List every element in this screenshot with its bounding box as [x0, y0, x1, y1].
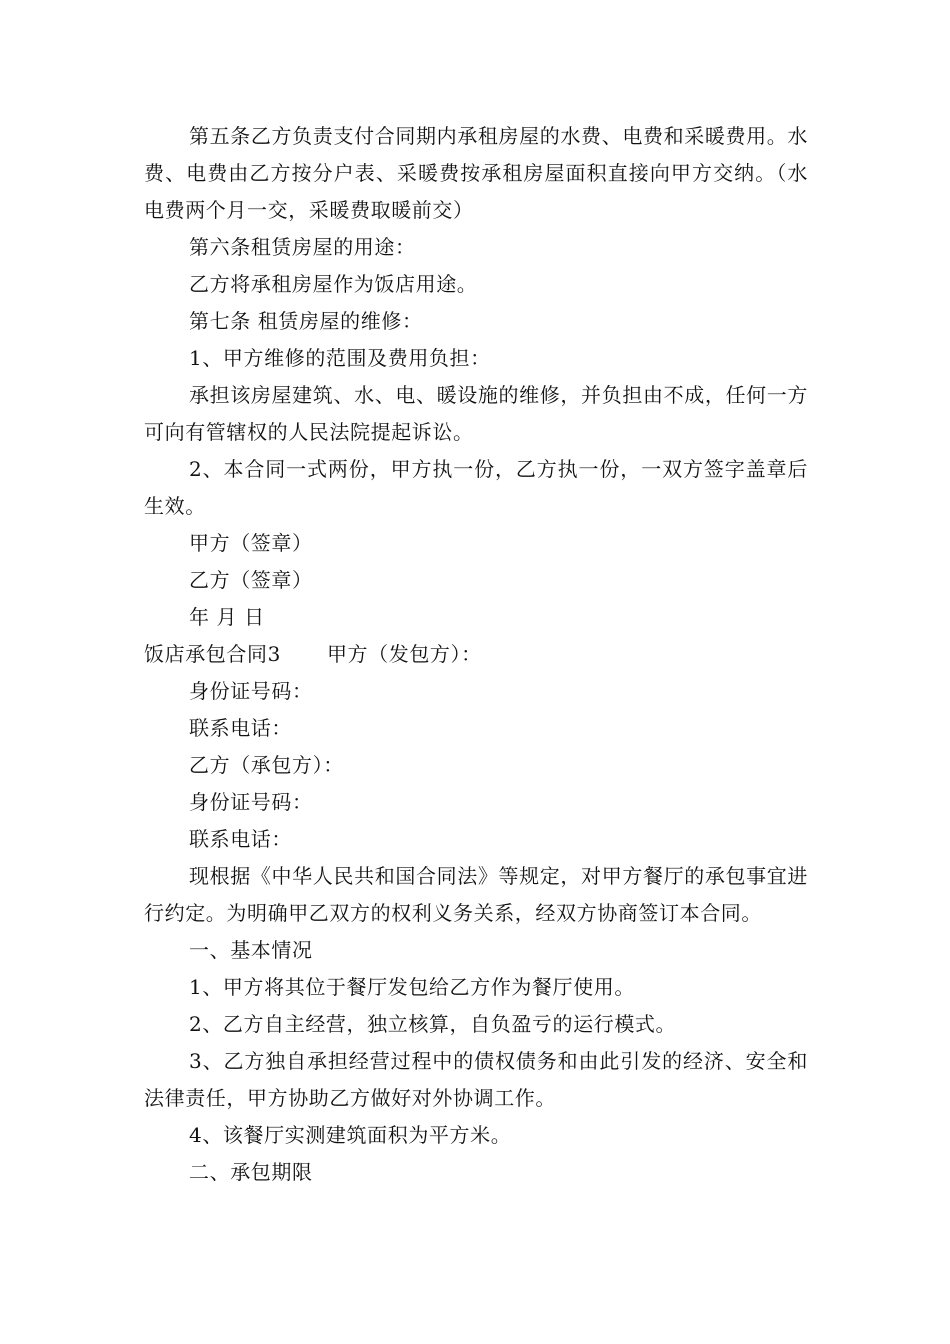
- party-a-id-number: 身份证号码：: [189, 679, 313, 703]
- paragraph-article-6-heading: 第六条租赁房屋的用途：: [189, 235, 416, 259]
- signature-date: 年 月 日: [189, 605, 265, 629]
- paragraph-article-5: 第五条乙方负责支付合同期内承租房屋的水费、电费和采暖费用。水费、电费由乙方按分户表、采暖费按承租房屋面积直接向甲方交纳。（水电费两个月一交，采暖费取暖前交）: [144, 124, 808, 222]
- section-2-heading: 二、承包期限: [189, 1160, 313, 1184]
- paragraph-article-6-body: 乙方将承租房屋作为饭店用途。: [189, 272, 478, 296]
- party-a-phone: 联系电话：: [189, 716, 292, 740]
- contract-3-party-a: 甲方（发包方）：: [326, 642, 482, 666]
- signature-party-a: 甲方（签章）: [189, 531, 313, 555]
- signature-party-b: 乙方（签章）: [189, 568, 313, 592]
- party-b-id-number: 身份证号码：: [189, 790, 313, 814]
- paragraph-repair-scope: 1、甲方维修的范围及费用负担：: [189, 346, 491, 370]
- party-b-phone: 联系电话：: [189, 827, 292, 851]
- section-1-item-3: 3、乙方独自承担经营过程中的债权债务和由此引发的经济、安全和法律责任，甲方协助乙方做好对外协调工作。: [144, 1049, 808, 1110]
- contract-3-title: 饭店承包合同3: [144, 642, 281, 666]
- paragraph-article-7-heading: 第七条 租赁房屋的维修：: [189, 309, 423, 333]
- paragraph-copies: 2、本合同一式两份，甲方执一份，乙方执一份，一双方签字盖章后生效。: [144, 457, 808, 518]
- section-1-item-4: 4、该餐厅实测建筑面积为平方米。: [189, 1123, 512, 1147]
- paragraph-preamble: 现根据《中华人民共和国合同法》等规定，对甲方餐厅的承包事宜进行约定。为明确甲乙双方的权利义务关系，经双方协商签订本合同。: [144, 864, 808, 925]
- paragraph-repair-body: 承担该房屋建筑、水、电、暖设施的维修，并负担由不成，任何一方可向有管辖权的人民法院提起诉讼。: [144, 383, 808, 444]
- party-b-heading: 乙方（承包方）：: [189, 753, 344, 777]
- section-1-item-2: 2、乙方自主经营，独立核算，自负盈亏的运行模式。: [189, 1012, 677, 1036]
- contract-3-heading-line: [144, 636, 808, 673]
- section-1-heading: 一、基本情况: [189, 938, 313, 962]
- document-body: [144, 118, 808, 1191]
- section-1-item-1: 1、甲方将其位于餐厅发包给乙方作为餐厅使用。: [189, 975, 635, 999]
